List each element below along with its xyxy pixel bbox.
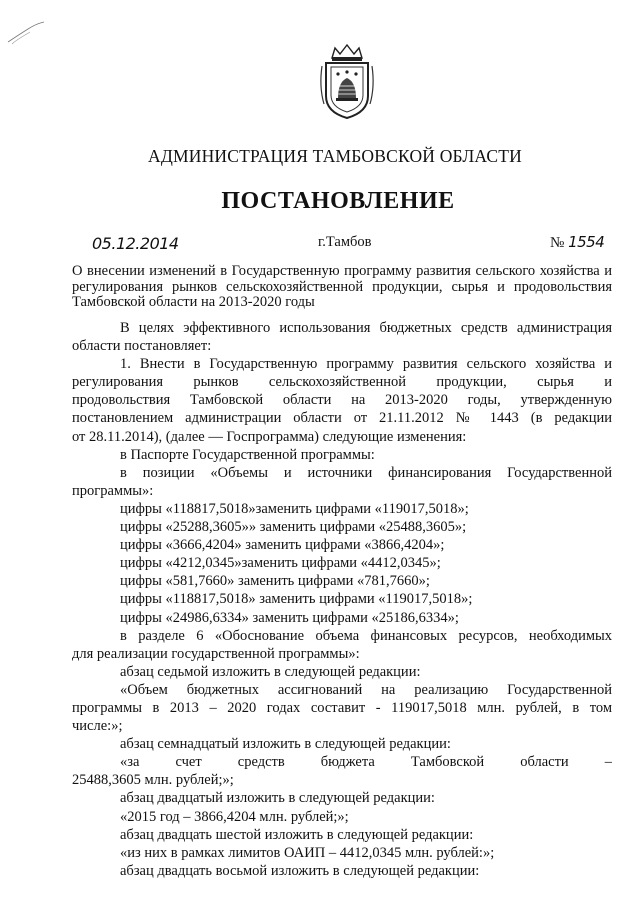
body-line: «2015 год – 3866,4204 млн. рублей;»;	[120, 808, 349, 825]
body-line: «из них в рамках лимитов ОАИП – 4412,0345 млн. рублей:»;	[120, 844, 495, 861]
body-line: цифры «581,7660» заменить цифрами «781,7660»;	[120, 573, 430, 590]
document-subject: О внесении изменений в Государственную программу развития сельского хозяйства и регулирования рынков сельскохозяйственной продукции, сырья и продовольствия Тамбовской области на 2013-2020 годы	[72, 263, 612, 310]
body-line: программы в 2013 – 2020 годах составит - 119017,5018 млн. рублей, в том	[72, 699, 612, 716]
body-line: продовольствия Тамбовской области на 2013-2020 годы, утвержденную	[72, 392, 612, 409]
body-line: программы»:	[72, 482, 154, 499]
body-line: регулирования рынков сельскохозяйственной продукции, сырья и	[72, 374, 612, 391]
body-line: в разделе 6 «Обоснование объема финансовых ресурсов, необходимых	[120, 627, 612, 644]
body-line: для реализации государственной программы»:	[72, 645, 360, 662]
body-line: «за счет средств бюджета Тамбовской области –	[120, 754, 612, 771]
body-line: 1. Внести в Государственную программу развития сельского хозяйства и	[120, 356, 612, 373]
body-line: в позиции «Объемы и источники финансирования Государственной	[120, 464, 612, 481]
body-line: постановлением администрации области от 21.11.2012 № 1443 (в редакции	[72, 410, 612, 427]
body-line: абзац семнадцатый изложить в следующей редакции:	[120, 736, 451, 753]
body-line: цифры «4212,0345»заменить цифрами «4412,0345»;	[120, 555, 441, 572]
body-line: цифры «118817,5018» заменить цифрами «119017,5018»;	[120, 591, 473, 608]
document-city: г.Тамбов	[318, 234, 372, 250]
body-line: «Объем бюджетных ассигнований на реализацию Государственной	[120, 681, 612, 698]
handwritten-mark-icon	[6, 20, 46, 46]
document-body	[72, 319, 612, 880]
document-number	[550, 233, 604, 252]
body-line: в Паспорте Государственной программы:	[120, 446, 375, 463]
document-type-heading: ПОСТАНОВЛЕНИЕ	[221, 188, 455, 214]
body-line: абзац двадцать восьмой изложить в следующей редакции:	[120, 862, 480, 879]
number-value: 1554	[568, 233, 605, 251]
body-line: числе:»;	[72, 718, 123, 735]
body-line: абзац двадцатый изложить в следующей редакции:	[120, 790, 435, 807]
number-prefix: №	[550, 235, 565, 251]
body-line: абзац двадцать шестой изложить в следующей редакции:	[120, 826, 474, 843]
tambov-coat-of-arms-icon	[318, 42, 376, 120]
body-line: абзац седьмой изложить в следующей редакции:	[120, 663, 421, 680]
body-line: цифры «24986,6334» заменить цифрами «25186,6334»;	[120, 609, 459, 626]
body-line: от 28.11.2014), (далее — Госпрограмма) следующие изменения:	[72, 428, 467, 445]
body-line: 25488,3605 млн. рублей;»;	[72, 772, 234, 789]
agency-name: АДМИНИСТРАЦИЯ ТАМБОВСКОЙ ОБЛАСТИ	[148, 146, 522, 166]
body-line: цифры «118817,5018»заменить цифрами «119017,5018»;	[120, 500, 469, 517]
body-line: цифры «3666,4204» заменить цифрами «3866,4204»;	[120, 537, 445, 554]
body-line: В целях эффективного использования бюджетных средств администрация	[120, 320, 612, 336]
body-line: цифры «25288,3605»» заменить цифрами «25488,3605»;	[120, 519, 467, 536]
document-date: 05.12.2014	[92, 234, 179, 253]
body-line: области постановляет:	[72, 338, 212, 355]
